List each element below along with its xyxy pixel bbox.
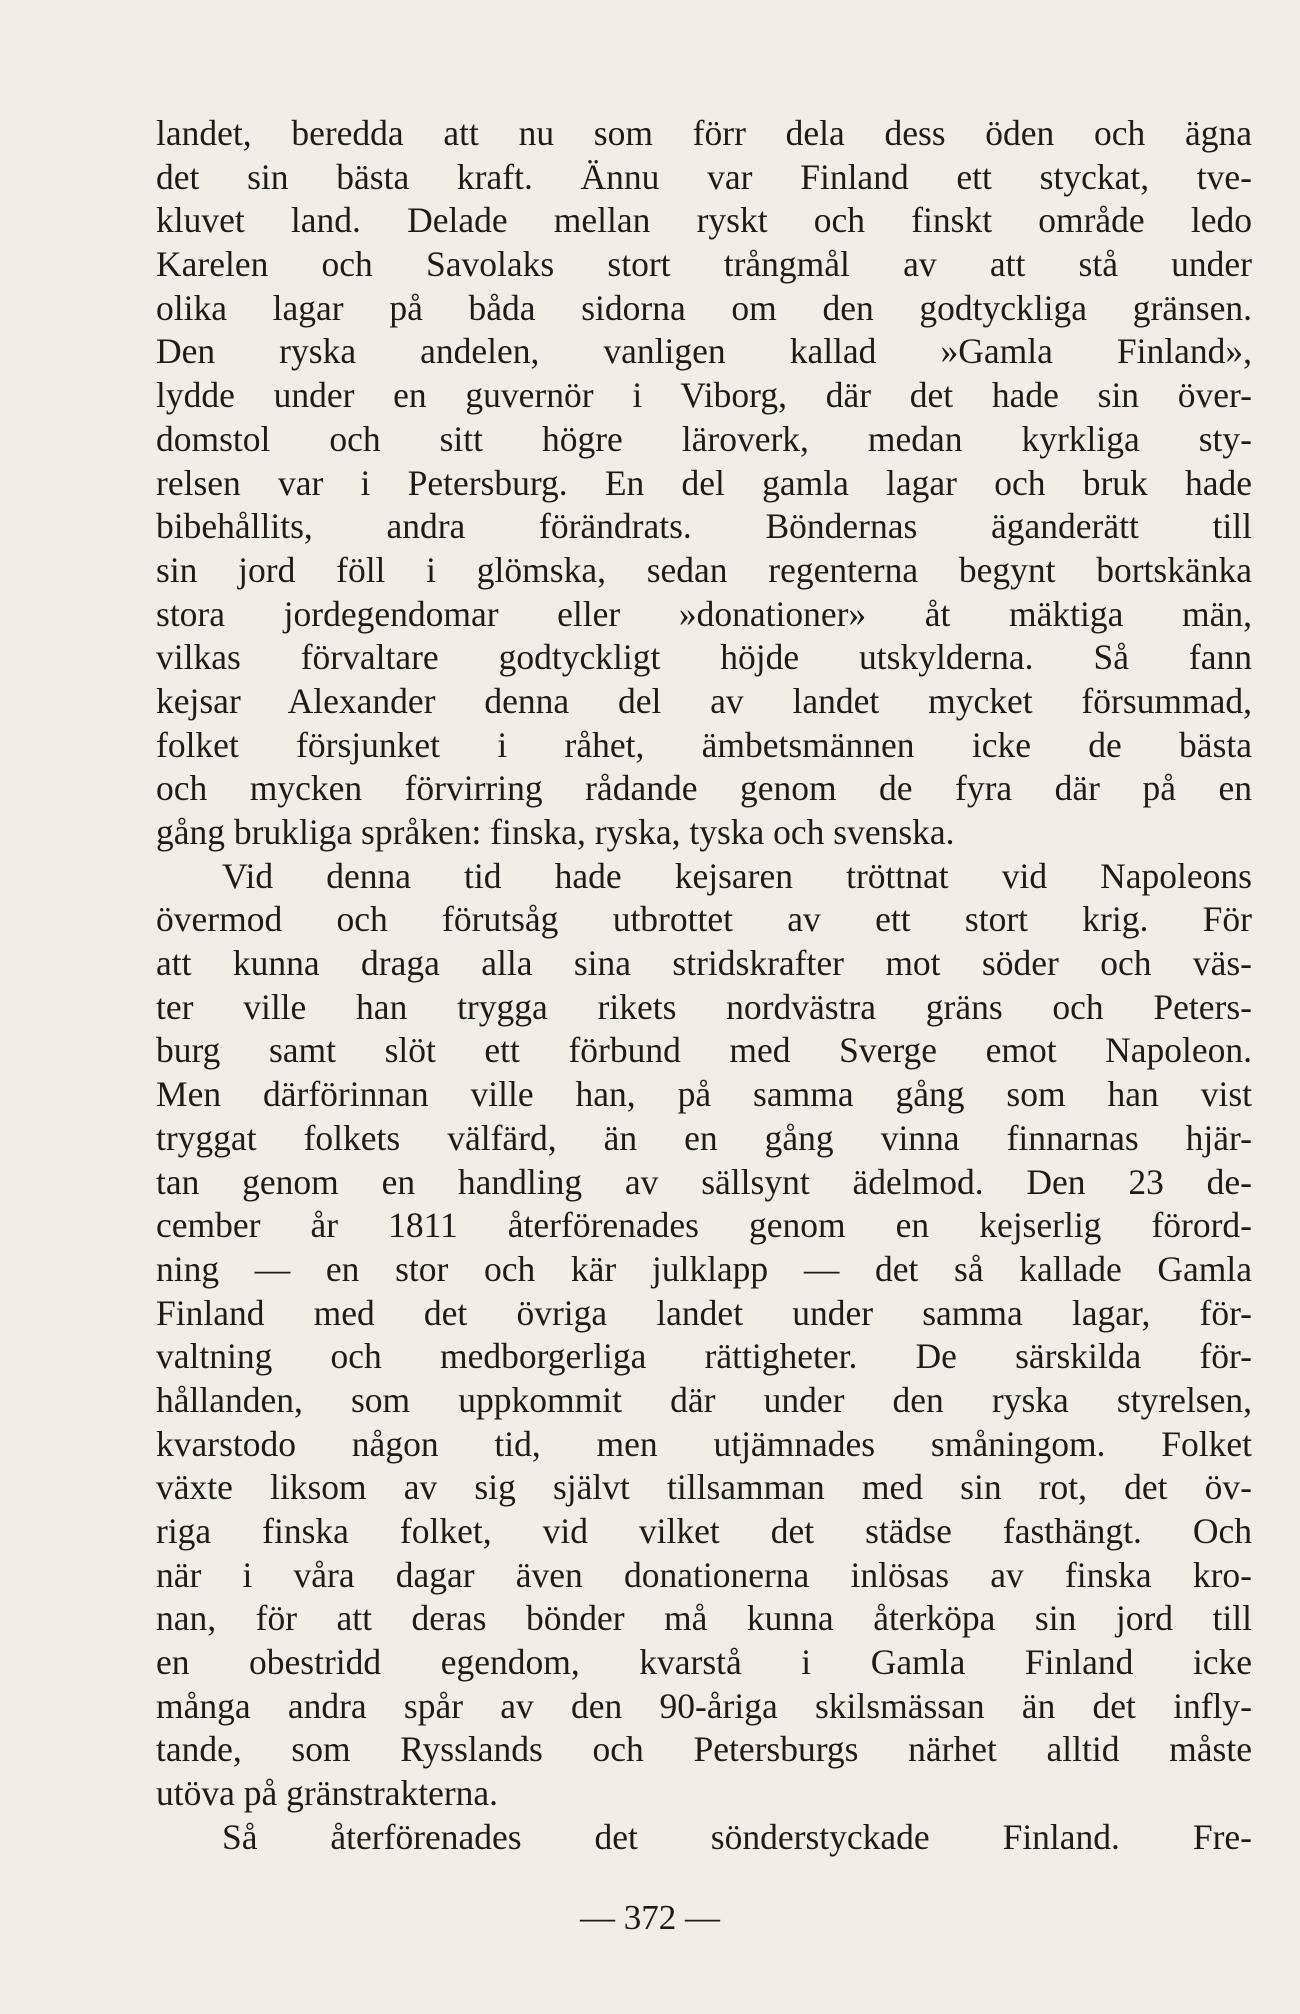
text-line: hållanden, som uppkommit där under den ryska styrelsen,: [156, 1379, 1252, 1420]
text-line: landet, beredda att nu som förr dela dess öden och ägna: [156, 113, 1252, 153]
text-line: lydde under en guvernör i Viborg, där det hade sin över-: [156, 375, 1252, 416]
text-line: valtning och medborgerliga rättigheter. De särskilda för-: [156, 1336, 1252, 1377]
text-line: tande, som Rysslands och Petersburgs närhet alltid måste: [156, 1729, 1252, 1770]
text-line: Men därförinnan ville han, på samma gång som han vist: [156, 1074, 1252, 1115]
text-line: stora jordegendomar eller »donationer» åt mäktiga män,: [156, 593, 1252, 634]
text-line: en obestridd egendom, kvarstå i Gamla Finland icke: [156, 1642, 1252, 1683]
text-line: sin jord föll i glömska, sedan regenterna begynt bortskänka: [156, 549, 1252, 590]
text-line: nan, för att deras bönder må kunna återköpa sin jord till: [156, 1598, 1252, 1639]
text-line: övermod och förutsåg utbrottet av ett stort krig. För: [156, 899, 1252, 940]
text-line: växte liksom av sig självt tillsamman med sin rot, det öv-: [156, 1467, 1252, 1508]
text-line: kvarstodo någon tid, men utjämnades småningom. Folket: [156, 1423, 1252, 1464]
text-line: relsen var i Petersburg. En del gamla lagar och bruk hade: [156, 462, 1252, 503]
text-line: Så återförenades det sönderstyckade Finland. Fre-: [222, 1816, 1252, 1857]
text-line: domstol och sitt högre läroverk, medan kyrkliga sty-: [156, 418, 1252, 459]
text-line: att kunna draga alla sina stridskrafter mot söder och väs-: [156, 943, 1252, 984]
text-line: ning — en stor och kär julklapp — det så kallade Gamla: [156, 1248, 1252, 1289]
text-line: olika lagar på båda sidorna om den godtyckliga gränsen.: [156, 287, 1252, 328]
body-text: [156, 112, 1252, 1860]
text-line: folket försjunket i råhet, ämbetsmännen icke de bästa: [156, 724, 1252, 765]
text-line: och mycken förvirring rådande genom de fyra där på en: [156, 768, 1252, 809]
text-line: riga finska folket, vid vilket det städse fasthängt. Och: [156, 1511, 1252, 1551]
text-line: vilkas förvaltare godtyckligt höjde utskylderna. Så fann: [156, 637, 1252, 678]
page-number: — 372 —: [580, 1898, 720, 1937]
text-line: cember år 1811 återförenades genom en kejserlig förord-: [156, 1205, 1252, 1246]
text-line: tan genom en handling av sällsynt ädelmod. Den 23 de-: [156, 1161, 1252, 1202]
text-line: utöva på gränstrakterna.: [156, 1773, 499, 1814]
text-line: kluvet land. Delade mellan ryskt och finskt område ledo: [156, 200, 1252, 241]
text-line: Den ryska andelen, vanligen kallad »Gamla Finland»,: [156, 331, 1252, 372]
text-line: ter ville han trygga rikets nordvästra gräns och Peters-: [156, 986, 1252, 1027]
text-line: kejsar Alexander denna del av landet mycket försummad,: [156, 680, 1252, 721]
text-line: Vid denna tid hade kejsaren tröttnat vid Napoleons: [222, 855, 1252, 896]
text-line: många andra spår av den 90-åriga skilsmässan än det infly-: [156, 1685, 1252, 1726]
text-line: Karelen och Savolaks stort trångmål av att stå under: [156, 244, 1252, 285]
text-line: det sin bästa kraft. Ännu var Finland ett styckat, tve-: [156, 156, 1252, 197]
text-line: bibehållits, andra förändrats. Böndernas äganderätt till: [156, 506, 1252, 547]
text-line: Finland med det övriga landet under samma lagar, för-: [156, 1292, 1252, 1333]
text-line: burg samt slöt ett förbund med Sverge emot Napoleon.: [156, 1030, 1252, 1071]
text-line: gång brukliga språken: finska, ryska, tyska och svenska.: [156, 812, 955, 852]
text-line: tryggat folkets välfärd, än en gång vinna finnarnas hjär-: [156, 1117, 1252, 1158]
text-line: när i våra dagar även donationerna inlösas av finska kro-: [156, 1554, 1252, 1595]
